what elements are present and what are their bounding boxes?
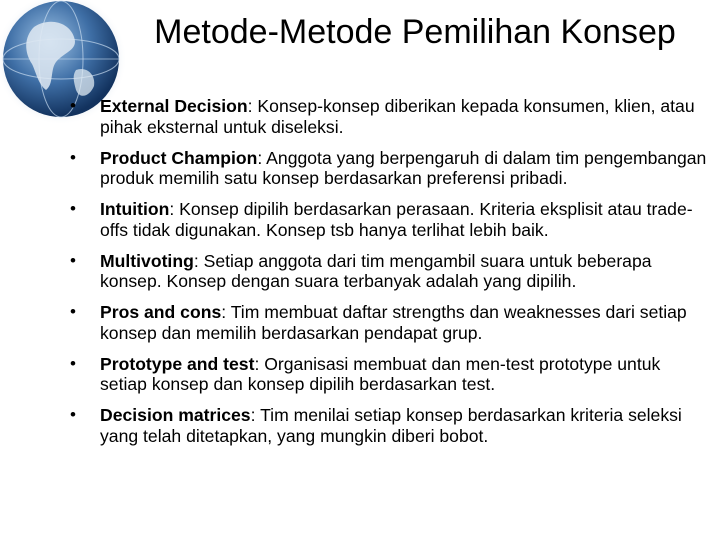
item-text: : Konsep dipilih berdasarkan perasaan. Kriteria eksplisit atau trade-offs tidak digunakan. Konsep tsb hanya terlihat lebih baik.: [100, 199, 693, 240]
list-item: [60, 354, 710, 395]
bullet-icon: •: [70, 96, 76, 115]
list-item: [60, 199, 710, 240]
item-term: Pros and cons: [100, 302, 222, 322]
item-text: : Tim membuat daftar strengths dan weaknesses dari setiap konsep dan memilih berdasarkan pendapat grup.: [100, 302, 687, 343]
item-term: Multivoting: [100, 250, 194, 271]
list-item: [60, 302, 710, 343]
item-term: Intuition: [100, 199, 170, 219]
bullet-icon: •: [70, 302, 76, 321]
list-item: [60, 96, 710, 137]
item-term: Product Champion: [100, 147, 258, 168]
item-term: External Decision: [100, 96, 248, 116]
item-term: Prototype and test: [100, 353, 255, 374]
item-text: : Konsep-konsep diberikan kepada konsumen, klien, atau pihak eksternal untuk diseleksi.: [100, 96, 695, 137]
bullet-icon: •: [70, 353, 76, 373]
list-item: [60, 251, 710, 292]
list-item: [60, 148, 710, 189]
item-text: : Organisasi membuat dan men-test prototype untuk setiap konsep dan konsep dipilih berdasarkan test.: [100, 353, 661, 394]
item-text: : Setiap anggota dari tim mengambil suara untuk beberapa konsep. Konsep dengan suara terbanyak adalah yang dipilih.: [100, 250, 652, 291]
bullet-icon: •: [70, 405, 76, 424]
item-text: : Tim menilai setiap konsep berdasarkan kriteria seleksi yang telah ditetapkan, yang mungkin diberi bobot.: [100, 405, 682, 446]
item-text: : Anggota yang berpengaruh di dalam tim pengembangan produk memilih satu konsep berdasarkan preferensi pribadi.: [100, 147, 707, 188]
method-list: [60, 96, 710, 457]
bullet-icon: •: [70, 147, 76, 167]
list-item: [60, 405, 710, 446]
bullet-icon: •: [70, 250, 76, 270]
item-term: Decision matrices: [100, 405, 251, 425]
bullet-icon: •: [70, 199, 76, 218]
slide-title: Metode-Metode Pemilihan Konsep: [154, 13, 676, 51]
